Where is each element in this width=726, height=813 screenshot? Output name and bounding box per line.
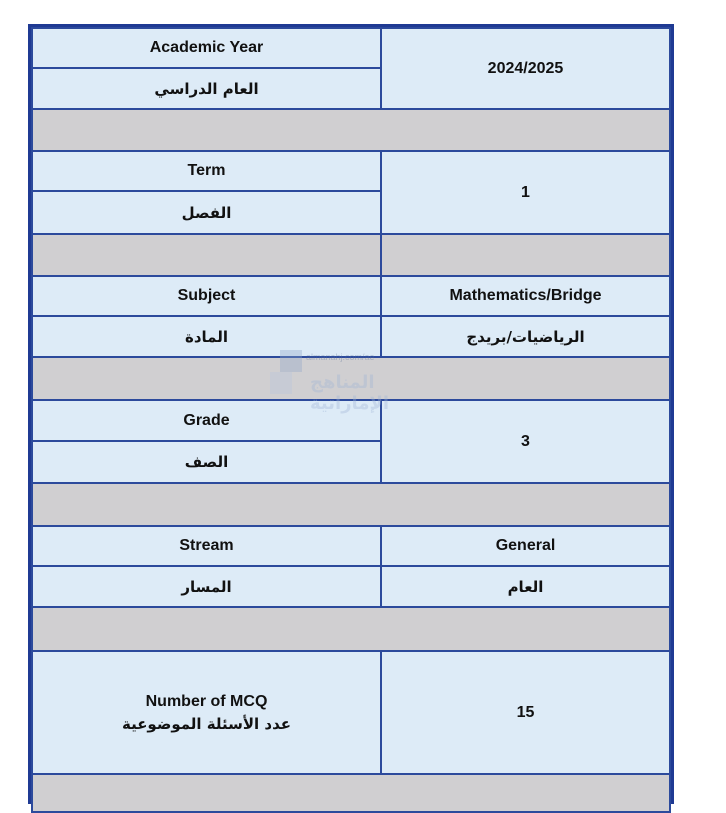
subject-label-en: Subject — [31, 275, 382, 317]
stream-value-en: General — [380, 525, 671, 567]
watermark-name: المناهج الإماراتية — [310, 372, 390, 414]
term-label-ar: الفصل — [31, 190, 382, 235]
stream-value-ar: العام — [380, 565, 671, 608]
stream-label-en: Stream — [31, 525, 382, 567]
subject-value-en: Mathematics/Bridge — [380, 275, 671, 317]
mcq-value: 15 — [380, 650, 671, 775]
watermark-url: almanahj.com/ae — [306, 352, 375, 362]
grade-label-ar: الصف — [31, 440, 382, 484]
grade-value: 3 — [380, 399, 671, 484]
academic-year-label-en: Academic Year — [31, 27, 382, 69]
term-label-en: Term — [31, 150, 382, 192]
mcq-label-en: Number of MCQ — [145, 692, 268, 710]
mcq-label-ar: عدد الأسئلة الموضوعية — [121, 714, 292, 733]
grade-label-en: Grade — [31, 399, 382, 442]
separator-row — [31, 108, 671, 152]
separator-row — [31, 606, 671, 652]
term-value: 1 — [380, 150, 671, 235]
separator-row — [31, 482, 671, 527]
subject-value-ar: الرياضيات/بريدج — [380, 315, 671, 358]
subject-label-ar: المادة — [31, 315, 382, 358]
separator-row — [31, 233, 382, 277]
exam-info-table — [28, 24, 674, 804]
academic-year-value: 2024/2025 — [380, 27, 671, 110]
stream-label-ar: المسار — [31, 565, 382, 608]
mcq-label — [31, 650, 382, 775]
academic-year-label-ar: العام الدراسي — [31, 67, 382, 110]
separator-row — [31, 773, 671, 813]
separator-row — [31, 356, 671, 401]
separator-row — [380, 233, 671, 277]
